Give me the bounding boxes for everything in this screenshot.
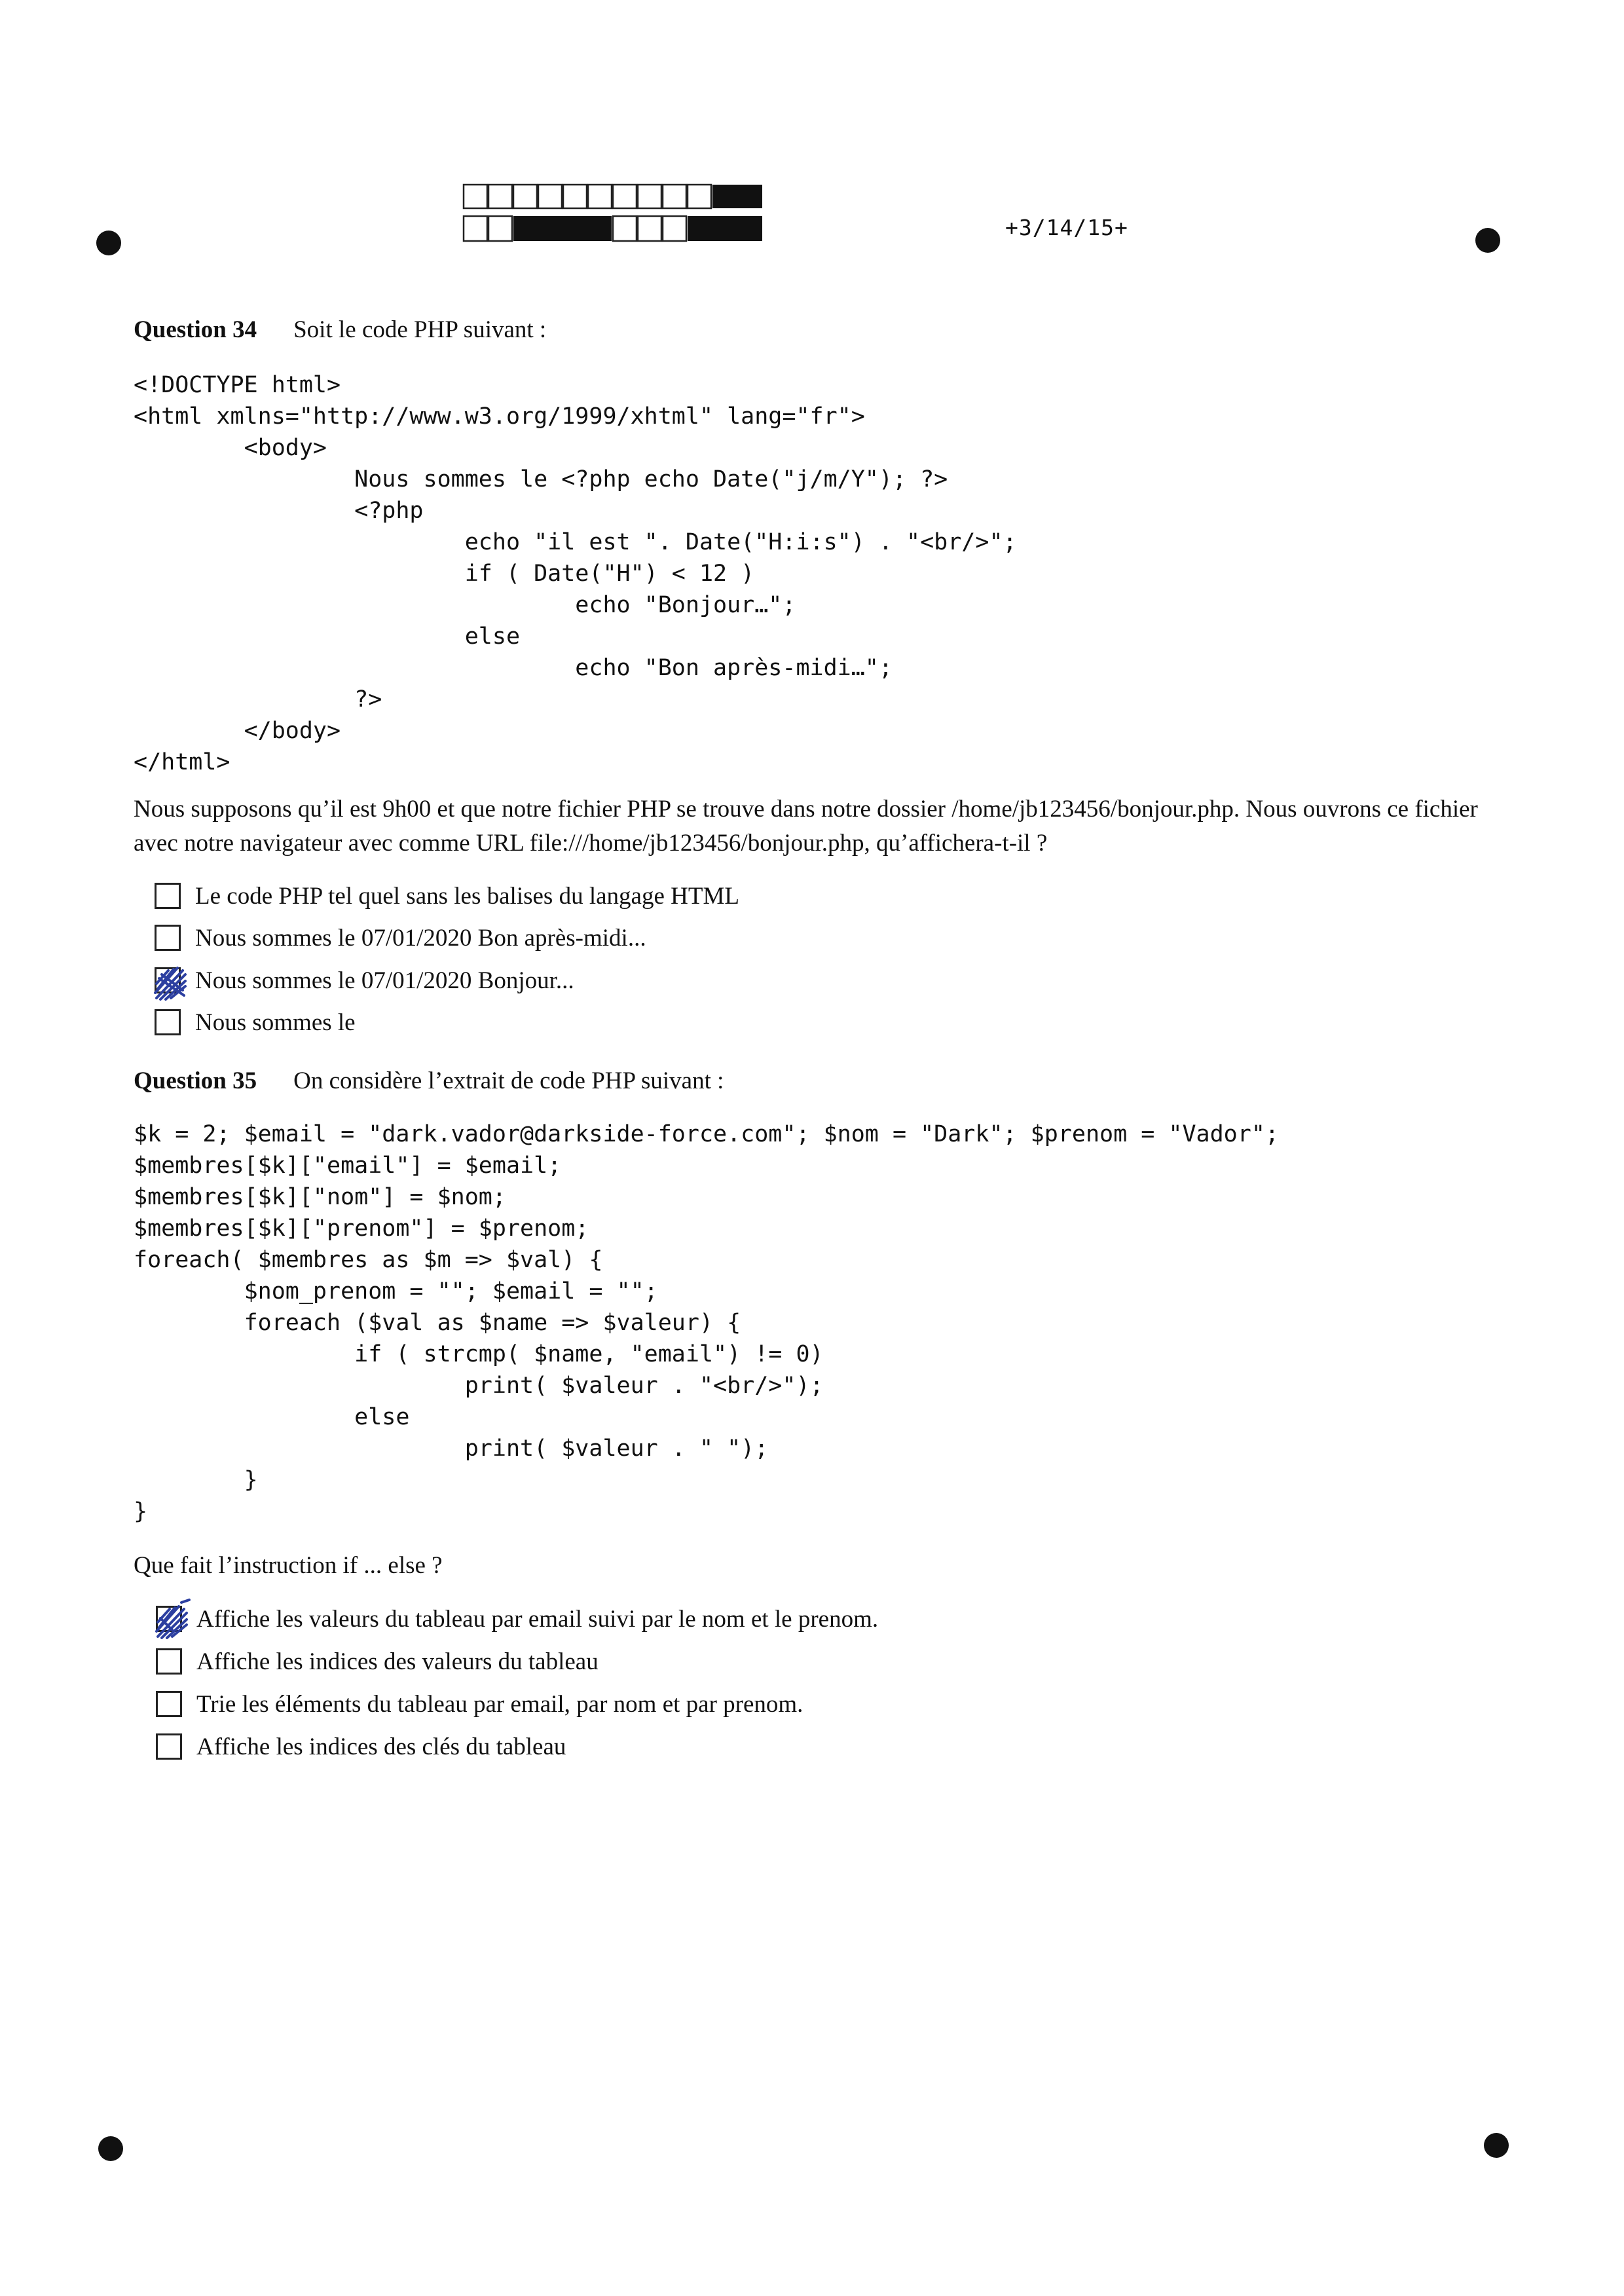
answer-label: Nous sommes le (195, 1009, 356, 1036)
answer-option[interactable] (156, 1602, 878, 1636)
answer-option[interactable] (156, 1644, 599, 1678)
answer-option[interactable] (155, 963, 574, 997)
answer-option[interactable] (155, 879, 739, 913)
scan-barcode (462, 183, 764, 244)
answer-label: Affiche les valeurs du tableau par email suivi par le nom et le prenom. (196, 1605, 879, 1633)
answer-option[interactable] (155, 921, 646, 955)
registration-dot-bottom-left (98, 2136, 123, 2161)
answer-label: Le code PHP tel quel sans les balises du langage HTML (195, 882, 739, 910)
answer-option[interactable] (156, 1687, 803, 1721)
answer-option[interactable] (156, 1730, 566, 1764)
code-block-35: $k = 2; $email = "dark.vador@darkside-force.com"; $nom = "Dark"; $prenom = "Vador"; $membres[$k]["email"] = $email; $membres[$k]["nom"] = $nom; $membres[$k]["prenom"] = $prenom; foreach( $membres as $m => $val) { $nom_prenom = ""; $email = ""; foreach ($val as $name => $valeur) { if ( strcmp( $name, "email") != 0) print( $valeur . "<br/>"); else print( $valeur . " "); } } (134, 1121, 1279, 1525)
answer-label: Nous sommes le 07/01/2020 Bon après-midi... (195, 924, 646, 952)
checkbox[interactable] (155, 1009, 181, 1035)
question-number: Question 34 (134, 316, 257, 343)
checkbox-checked[interactable] (155, 967, 181, 993)
checkbox-checked[interactable] (156, 1606, 182, 1632)
checkbox[interactable] (156, 1648, 182, 1675)
question-35-header (134, 1067, 724, 1095)
checkbox[interactable] (155, 883, 181, 909)
question-prompt: Soit le code PHP suivant : (293, 316, 547, 343)
question-34-text: Nous supposons qu’il est 9h00 et que notre fichier PHP se trouve dans notre dossier /home/jb123456/bonjour.php. Nous ouvrons ce fichier avec notre navigateur avec comme URL file:///home/jb123456/bonjour.php, qu’affichera-t-il ? (134, 796, 1478, 857)
registration-dot-top-right (1475, 228, 1500, 253)
pen-mark-icon (151, 960, 189, 1002)
question-prompt: On considère l’extrait de code PHP suivant : (293, 1067, 724, 1094)
answer-label: Affiche les indices des clés du tableau (196, 1733, 566, 1760)
checkbox[interactable] (156, 1691, 182, 1717)
answer-label: Nous sommes le 07/01/2020 Bonjour... (195, 967, 574, 994)
question-35-text: Que fait l’instruction if ... else ? (134, 1552, 443, 1579)
question-number: Question 35 (134, 1067, 257, 1094)
page-code: +3/14/15+ (1005, 215, 1128, 240)
pen-mark-icon (153, 1599, 191, 1640)
question-34-header (134, 316, 546, 344)
registration-dot-bottom-right (1484, 2133, 1509, 2158)
answer-label: Trie les éléments du tableau par email, par nom et par prenom. (196, 1690, 803, 1718)
checkbox[interactable] (156, 1733, 182, 1760)
code-block-34: <!DOCTYPE html> <html xmlns="http://www.w3.org/1999/xhtml" lang="fr"> <body> Nous sommes le <?php echo Date("j/m/Y"); ?> <?php echo "il est ". Date("H:i:s") . "<br/>"; if ( Date("H") < 12 ) echo "Bonjour…"; else echo "Bon après-midi…"; ?> </body> </html> (134, 372, 1017, 775)
checkbox[interactable] (155, 925, 181, 951)
answer-option[interactable] (155, 1005, 356, 1039)
answer-label: Affiche les indices des valeurs du tableau (196, 1648, 599, 1675)
registration-dot-top-left (96, 231, 121, 255)
